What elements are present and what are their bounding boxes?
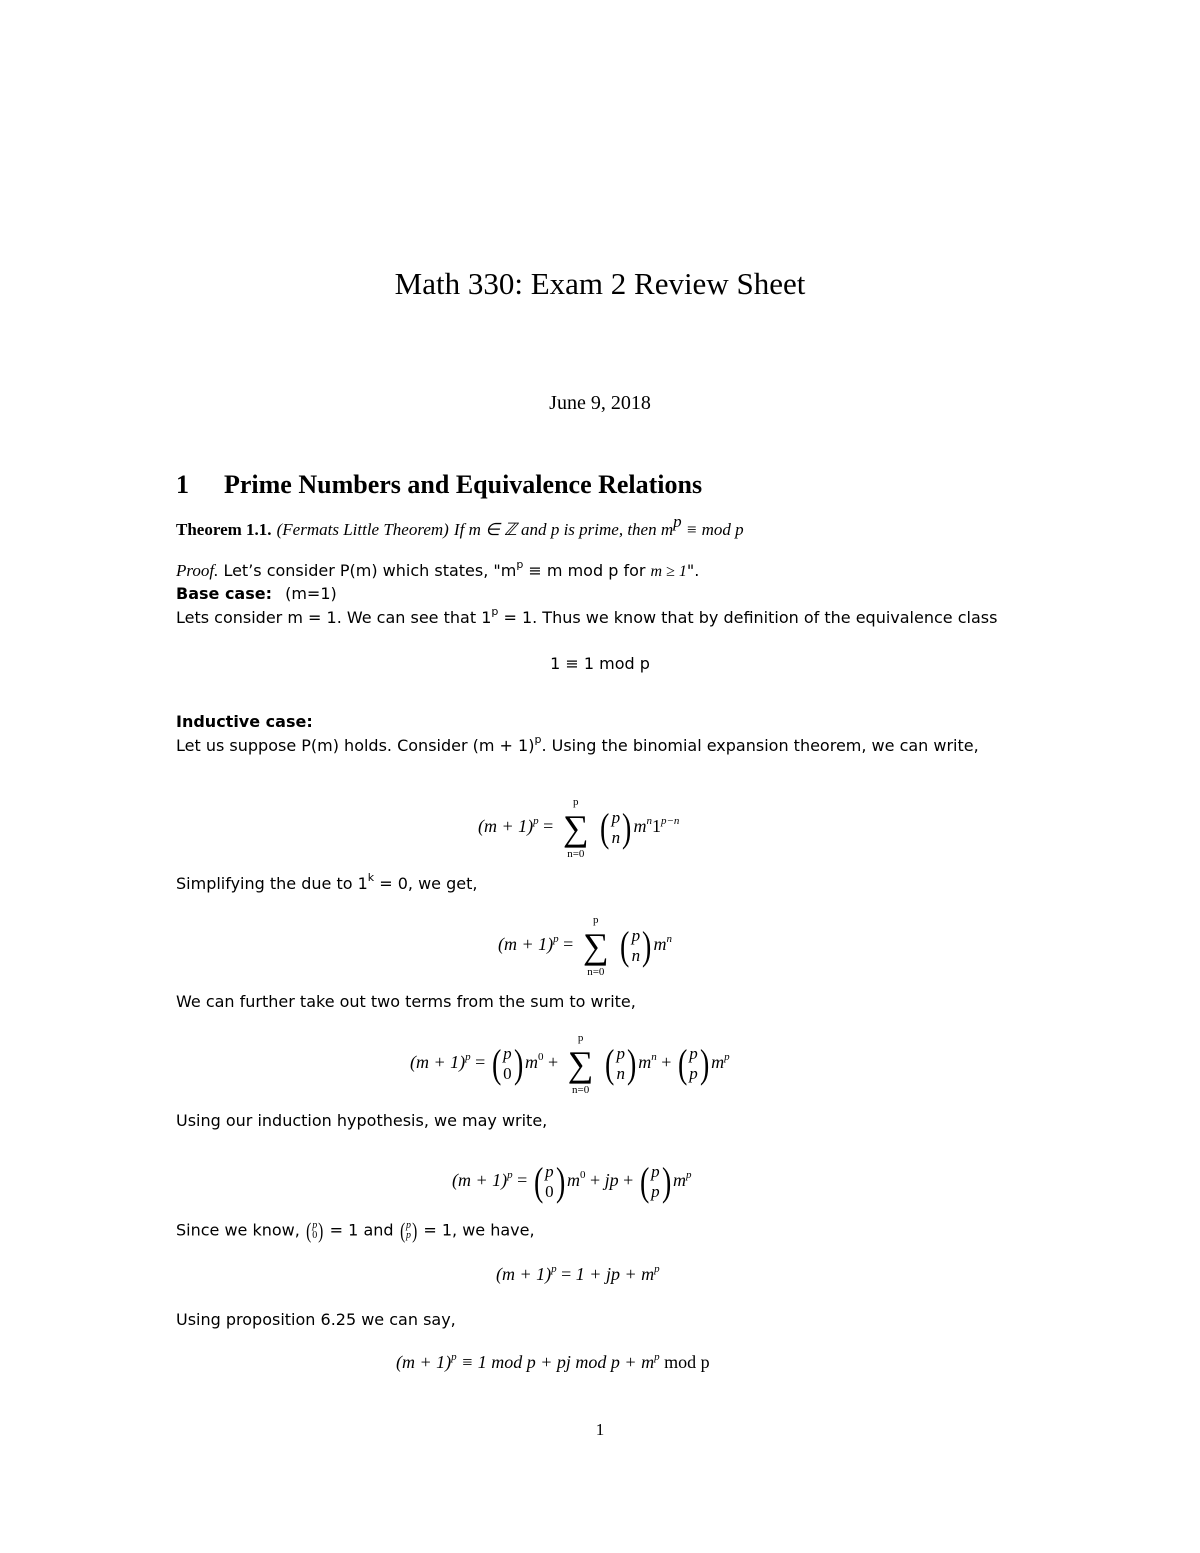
eq4-equals: = (470, 1052, 490, 1073)
eq3-equals: = (558, 934, 578, 955)
section-number: 1 (176, 470, 189, 499)
eq4-m2-sup: n (651, 1051, 657, 1064)
eq2-equals: = (538, 816, 558, 837)
eq5-m: m (566, 1170, 580, 1191)
sum-symbol: p ∑ n=0 (580, 928, 612, 964)
base-text-b: = 1. Thus we know that by definition of the equivalence class (498, 608, 998, 627)
binom-bottom: p (651, 1182, 660, 1201)
equation-2 (478, 796, 680, 860)
theorem-in-z: ∈ ℤ and (480, 520, 551, 539)
proof-sup: p (516, 558, 524, 571)
proof-line (176, 558, 700, 581)
theorem-sup-p: p (673, 512, 682, 531)
eq5-m0-sup: 0 (579, 1169, 586, 1182)
since-a: Since we know, (176, 1220, 305, 1240)
sum-upper: p (593, 914, 599, 926)
since-b: = 1 and (324, 1220, 399, 1240)
eq4-m: m (524, 1052, 538, 1073)
eq6-rhs-sup: p (654, 1263, 660, 1275)
equation-6 (496, 1264, 660, 1285)
binomial: ( p p ) (677, 1041, 710, 1086)
eq4-m3: m (711, 1052, 725, 1073)
eq2-lhs: (m + 1) (478, 816, 534, 837)
inductive-text (176, 735, 1026, 757)
section-title: Prime Numbers and Equivalence Relations (224, 470, 703, 499)
proof-text-end: ". (686, 561, 700, 580)
proof-label: Proof. (176, 561, 219, 580)
sum-upper: p (573, 796, 579, 808)
eq5-equals: = (512, 1170, 532, 1191)
eq5-plus2: + (618, 1170, 638, 1191)
binom-top: p (689, 1044, 698, 1063)
theorem-name: (Fermats Little Theorem) (276, 520, 449, 539)
base-case-text (176, 607, 1026, 629)
eq3-m: m (653, 934, 667, 955)
inductive-case-label: Inductive case: (176, 712, 313, 731)
theorem (176, 512, 744, 540)
small-binomial: ( p p ) (399, 1218, 418, 1243)
binom-bottom: p (405, 1230, 411, 1241)
eq2-one-sup: p−n (660, 815, 680, 828)
eq5-lhs: (m + 1) (452, 1170, 508, 1191)
page-number: 1 (595, 1420, 605, 1439)
eq6-rhs: 1 + jp + m (575, 1264, 655, 1284)
binom-bottom: n (616, 1064, 625, 1083)
binomial: ( p 0 ) (533, 1159, 565, 1204)
theorem-m: m (468, 520, 481, 539)
sum-lower: n=0 (587, 966, 605, 978)
base-sup: p (491, 605, 499, 618)
inductive-text-a: Let us suppose P(m) holds. Consider (m + 1) (176, 736, 535, 755)
sum-symbol: p ∑ n=0 (560, 810, 592, 846)
further-text: We can further take out two terms from the sum to write, (176, 992, 636, 1011)
theorem-text-a: If (453, 520, 469, 539)
theorem-label: Theorem 1.1. (176, 520, 272, 539)
binom-top: p (616, 1044, 625, 1063)
simplify-b: = 0, we get, (374, 874, 478, 893)
eq5-m3: m (672, 1170, 686, 1191)
eq7-rhs: ≡ 1 mod p + pj mod p + m (461, 1352, 655, 1372)
sum-upper: p (577, 1032, 584, 1044)
eq4-m0-sup: 0 (537, 1051, 544, 1064)
base-case (176, 584, 337, 603)
eq2-one: 1 (651, 816, 661, 837)
binom-top: p (651, 1162, 660, 1181)
eq4-plus: + (543, 1052, 563, 1073)
eq3-m-sup: n (666, 933, 672, 946)
proposition-text: Using proposition 6.25 we can say, (176, 1310, 456, 1329)
eq6-equals: = (556, 1264, 576, 1284)
eq6-lhs: (m + 1) (496, 1264, 552, 1284)
since-c: = 1, we have, (418, 1220, 535, 1240)
since-text (176, 1220, 535, 1242)
eq4-plus2: + (656, 1052, 676, 1073)
sum-lower: n=0 (572, 1084, 590, 1096)
equation-7 (396, 1352, 710, 1373)
binom-top: p (631, 926, 641, 945)
eq6-lhs-sup: p (551, 1263, 557, 1275)
equation-1: 1 ≡ 1 mod p (550, 654, 650, 673)
binom-bottom: 0 (503, 1064, 512, 1083)
theorem-mp: m (660, 520, 674, 539)
page-title: Math 330: Exam 2 Review Sheet (394, 266, 806, 301)
theorem-modp: p (735, 520, 744, 539)
binom-bottom: n (611, 828, 621, 847)
binom-bottom: 0 (312, 1230, 318, 1241)
theorem-equiv: ≡ mod (681, 520, 736, 539)
inductive-label (176, 712, 313, 731)
eq2-m: m (633, 816, 647, 837)
binomial: ( p n ) (605, 1041, 637, 1086)
eq4-m3-sup: p (724, 1051, 730, 1064)
proof-text-c: m ≥ 1 (650, 563, 687, 580)
simplify-sup: k (367, 871, 375, 884)
base-text-a: Lets consider m = 1. We can see that 1 (176, 608, 492, 627)
simplify-a: Simplifying the due to 1 (176, 874, 368, 893)
eq7-rhs-sup: p (654, 1351, 660, 1363)
eq7-lhs-sup: p (451, 1351, 457, 1363)
eq4-lhs-sup: p (465, 1051, 471, 1064)
sum-lower: n=0 (567, 848, 585, 860)
equation-4 (410, 1032, 730, 1096)
binomial: ( p 0 ) (491, 1041, 523, 1086)
equation-3 (498, 914, 672, 978)
eq4-lhs: (m + 1) (410, 1052, 466, 1073)
base-case-value: (m=1) (285, 584, 337, 603)
binom-bottom: 0 (545, 1182, 554, 1201)
binom-bottom: n (631, 946, 641, 965)
section-heading (176, 470, 702, 500)
eq5-jp: jp (604, 1170, 619, 1191)
eq2-m-sup: n (646, 815, 652, 828)
binom-top: p (503, 1044, 512, 1063)
binom-top: p (405, 1220, 411, 1231)
simplify-text (176, 871, 478, 893)
date: June 9, 2018 (549, 392, 651, 414)
inductive-sup: p (534, 733, 542, 746)
equation-5 (452, 1159, 692, 1204)
binom-top: p (545, 1162, 554, 1181)
eq4-m2: m (638, 1052, 652, 1073)
binomial: ( p p ) (639, 1159, 671, 1204)
eq5-lhs-sup: p (507, 1169, 513, 1182)
theorem-p: p (550, 520, 560, 539)
base-case-label: Base case: (176, 584, 272, 603)
eq3-lhs-sup: p (553, 933, 559, 946)
proof-text: Let’s consider P(m) which states, "m (223, 561, 517, 580)
inductive-text-b: . Using the binomial expansion theorem, we can write, (541, 736, 979, 755)
binom-top: p (312, 1220, 318, 1231)
sum-symbol: p ∑ n=0 (565, 1046, 597, 1082)
eq7-end: mod p (659, 1352, 710, 1372)
eq2-lhs-sup: p (533, 815, 539, 828)
small-binomial: ( p 0 ) (306, 1218, 324, 1243)
eq3-lhs: (m + 1) (498, 934, 554, 955)
eq5-m3-sup: p (685, 1169, 692, 1182)
eq5-plus: + (585, 1170, 605, 1191)
binom-top: p (611, 808, 621, 827)
binom-bottom: p (689, 1064, 698, 1083)
hypothesis-text: Using our induction hypothesis, we may write, (176, 1111, 548, 1130)
theorem-text-b: is prime, then (559, 520, 661, 539)
eq7-lhs: (m + 1) (396, 1352, 452, 1372)
proof-text-b: ≡ m mod p for (523, 561, 651, 580)
binomial: ( p n ) (600, 805, 632, 850)
binomial: ( p n ) (620, 923, 652, 968)
